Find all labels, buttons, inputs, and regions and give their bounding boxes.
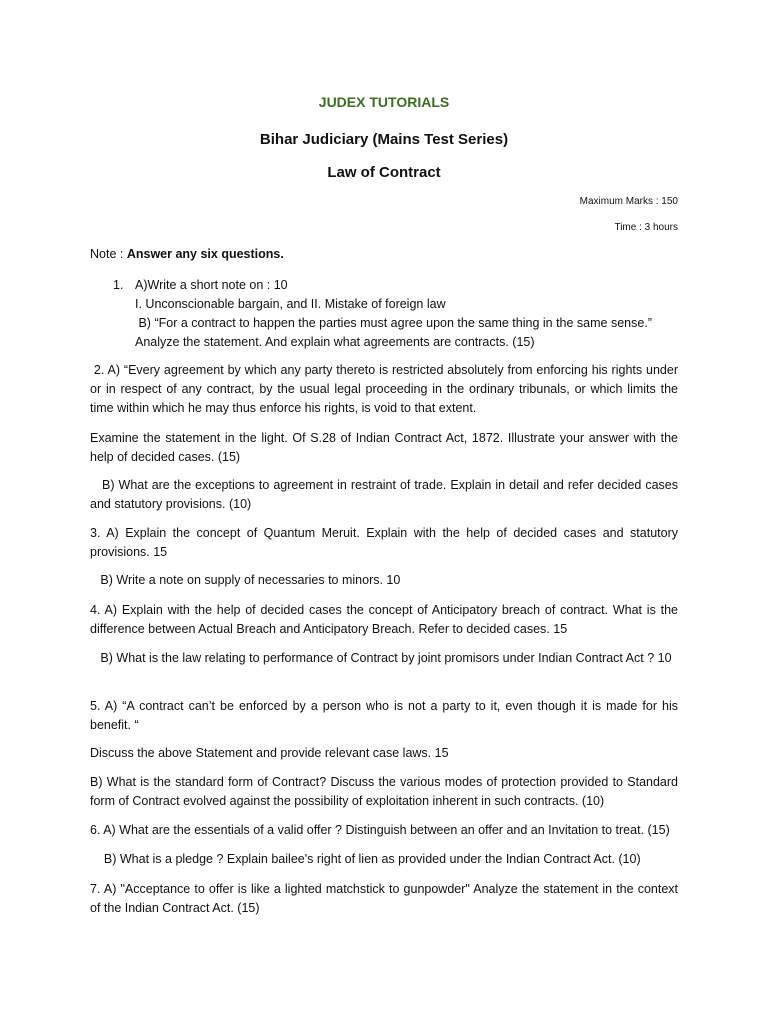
- note-line: [90, 245, 678, 264]
- time-allowed: Time : 3 hours: [614, 222, 678, 233]
- question-5-b: B) What is the standard form of Contract? Discuss the various modes of protection provided to Standard form of Contract evolved against the possibility of exploitation inherent in such contracts. (10): [90, 775, 678, 808]
- question-1-number: 1.: [113, 278, 124, 292]
- question-2-examine: Examine the statement in the light. Of S.28 of Indian Contract Act, 1872. Illustrate your answer with the help of decided cases. (15): [90, 431, 678, 464]
- maximum-marks: Maximum Marks : 150: [579, 196, 678, 207]
- question-6-b: B) What is a pledge ? Explain bailee's right of lien as provided under the Indian Contract Act. (10): [90, 852, 641, 866]
- series-title: Bihar Judiciary (Mains Test Series): [259, 131, 509, 148]
- question-2-a: 2. A) “Every agreement by which any party thereto is restricted absolutely from enforcing his rights under or in respect of any contract, by the usual legal proceeding in the ordinary tribunals, or which limits the time within which he may thus enforce his rights, is void to that extent.: [90, 363, 682, 415]
- question-3-b: B) Write a note on supply of necessaries to minors. 10: [90, 573, 401, 587]
- note-instruction: Answer any six questions.: [126, 247, 284, 261]
- question-1-a-line1: A)Write a short note on : 10: [135, 278, 288, 292]
- brand-title: JUDEX TUTORIALS: [318, 94, 450, 110]
- note-label: Note :: [90, 247, 127, 261]
- question-4-a: 4. A) Explain with the help of decided cases the concept of Anticipatory breach of contract. What is the difference between Actual Breach and Anticipatory Breach. Refer to decided cases. 15: [90, 603, 678, 636]
- question-1-a-line2: I. Unconscionable bargain, and II. Mistake of foreign law: [135, 297, 446, 311]
- question-5-discuss: Discuss the above Statement and provide relevant case laws. 15: [90, 746, 449, 760]
- question-6-a: 6. A) What are the essentials of a valid offer ? Distinguish between an offer and an Invitation to treat. (15): [90, 823, 670, 837]
- question-7-a: 7. A) "Acceptance to offer is like a lighted matchstick to gunpowder" Analyze the statement in the context of the Indian Contract Act. (15): [90, 882, 678, 915]
- question-5-a: 5. A) “A contract can’t be enforced by a person who is not a party to it, even though it is made for his benefit. “: [90, 699, 678, 732]
- question-2-b: B) What are the exceptions to agreement in restraint of trade. Explain in detail and refer decided cases and statutory provisions. (10): [90, 478, 682, 511]
- question-1-b-line2: Analyze the statement. And explain what agreements are contracts. (15): [135, 335, 535, 349]
- question-3-a: 3. A) Explain the concept of Quantum Meruit. Explain with the help of decided cases and statutory provisions. 15: [90, 526, 678, 559]
- question-1-b-line1: B) “For a contract to happen the parties must agree upon the same thing in the same sense.”: [135, 316, 652, 330]
- subject-title: Law of Contract: [327, 164, 441, 181]
- question-4-b: B) What is the law relating to performance of Contract by joint promisors under Indian Contract Act ? 10: [90, 651, 672, 665]
